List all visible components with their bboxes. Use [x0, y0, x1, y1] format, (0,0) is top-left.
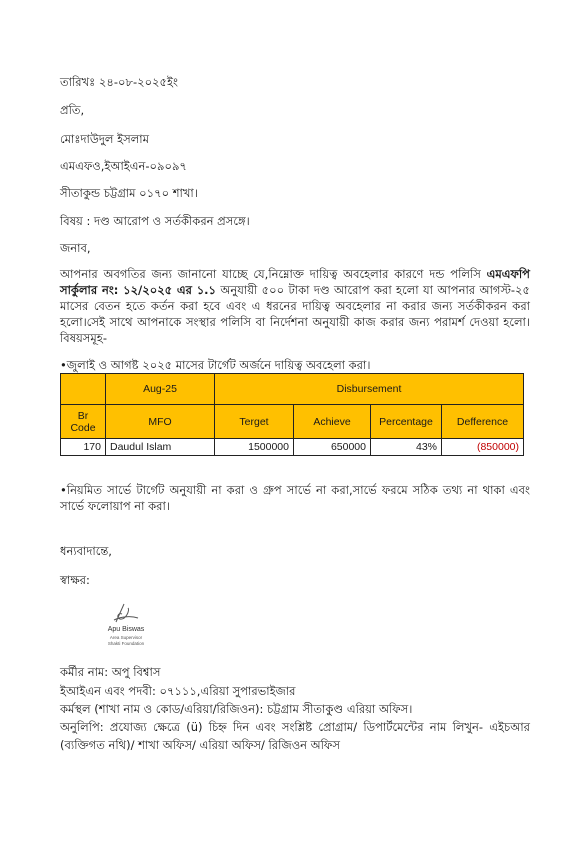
difference-header: Defference: [442, 405, 524, 439]
point-one: •জুলাই ও আগষ্ট ২০২৫ মাসের টার্গেট অর্জনে দায়িত্ব অবহেলা করা।: [60, 358, 371, 372]
signature-stamp: [86, 600, 166, 650]
table-header-row-2: [61, 405, 524, 439]
mfo-header: MFO: [106, 405, 215, 439]
signature-org: Shakti Foundation: [107, 641, 145, 646]
subject-line: বিষয় : দণ্ড আরোপ ও সর্তকীকরন প্রসঙ্গে।: [60, 214, 250, 228]
recipient-branch: সীতাকুন্ড চট্টগ্রাম ০১৭০ শাখা।: [60, 186, 198, 200]
circular-reference: এমএফপি সার্কুলার নং: ১২/২০২৫ এর ১.১: [60, 267, 530, 297]
to-line: প্রতি,: [60, 103, 85, 117]
blank-header-cell: [61, 374, 106, 405]
copy-to-line: অনুলিপি: প্রযোজ্য ক্ষেত্রে (ü) চিহ্ন দিন এবং সংশ্লিষ্ট প্রোগ্রাম/ ডিপার্টমেন্টের নাম লিখুন- এইচআর (ব্যক্তিগত নথি)/ শাখা অফিস/ এরিয়া অফিস/ রিজিওন অফিস: [60, 720, 530, 752]
disbursement-header: Disbursement: [215, 374, 524, 405]
percentage-header: Percentage: [371, 405, 442, 439]
workplace-line: কর্মস্থল (শাখা নাম ও কোড/এরিয়া/রিজিওন): চট্টগ্রাম সীতাকুণ্ড এরিয়া অফিস।: [60, 702, 413, 716]
table-row: [61, 439, 524, 456]
achieve-cell: 650000: [294, 439, 371, 456]
target-header: Terget: [215, 405, 294, 439]
employee-name: কর্মীর নাম: অপু বিশ্বাস: [60, 665, 161, 679]
mfo-cell: Daudul Islam: [106, 439, 215, 456]
achieve-header: Achieve: [294, 405, 371, 439]
body-paragraph: [60, 266, 530, 346]
target-cell: 1500000: [215, 439, 294, 456]
signature-title: Area Supervisor: [109, 635, 143, 640]
employee-ein: ইআইএন এবং পদবী: ০৭১১১,এরিয়া সুপারভাইজার: [60, 684, 296, 698]
disbursement-table: [60, 373, 524, 456]
signature-name: Apu Biswas: [107, 626, 145, 633]
closing-line: ধন্যবাদান্তে,: [60, 544, 112, 558]
br-code-cell: 170: [61, 439, 106, 456]
signature-label: স্বাক্ষর:: [60, 573, 90, 587]
difference-cell: (850000): [442, 439, 524, 456]
recipient-name: মোঃদাউদুল ইসলাম: [60, 132, 149, 146]
recipient-designation: এমএফও,ইআইএন-০৯০৯৭: [60, 159, 187, 173]
percentage-cell: 43%: [371, 439, 442, 456]
body-text-part1: আপনার অবগতির জন্য জানানো যাচ্ছে যে,নিম্নোক্ত দায়িত্ব অবহেলার কারণে দন্ড পলিসি: [60, 267, 487, 281]
month-header: Aug-25: [106, 374, 215, 405]
br-code-header: Br Code: [61, 405, 106, 439]
salutation: জনাব,: [60, 241, 91, 255]
date-line: তারিখঃ ২৪-০৮-২০২৫ইং: [60, 75, 178, 89]
table-header-row-1: [61, 374, 524, 405]
body-text-part2: অনুযায়ী ৫০০ টাকা দণ্ড আরোপ করা হলো যা আপনার আগস্ট-২৫ মাসের বেতন হতে কর্তন করা হবে এবং এ ধরনের দায়িত্ব অবহেলার না করার জন্য সর্তকীকরন করা হলো।সেই সাথে আপনাকে সংস্থার পলিসি বা নির্দেশনা অনুযায়ী কাজ করার জন্য পরামর্শ দেওয়া হলো।বিষয়সমূহ-: [60, 283, 530, 345]
point-two: •নিয়মিত সার্ভে টার্গেট অনুযায়ী না করা ও গ্রুপ সার্ভে না করা,সার্ভে ফরমে সঠিক তথ্য না থাকা এবং সার্ভে ফলোয়াপ না করা।: [60, 483, 530, 513]
